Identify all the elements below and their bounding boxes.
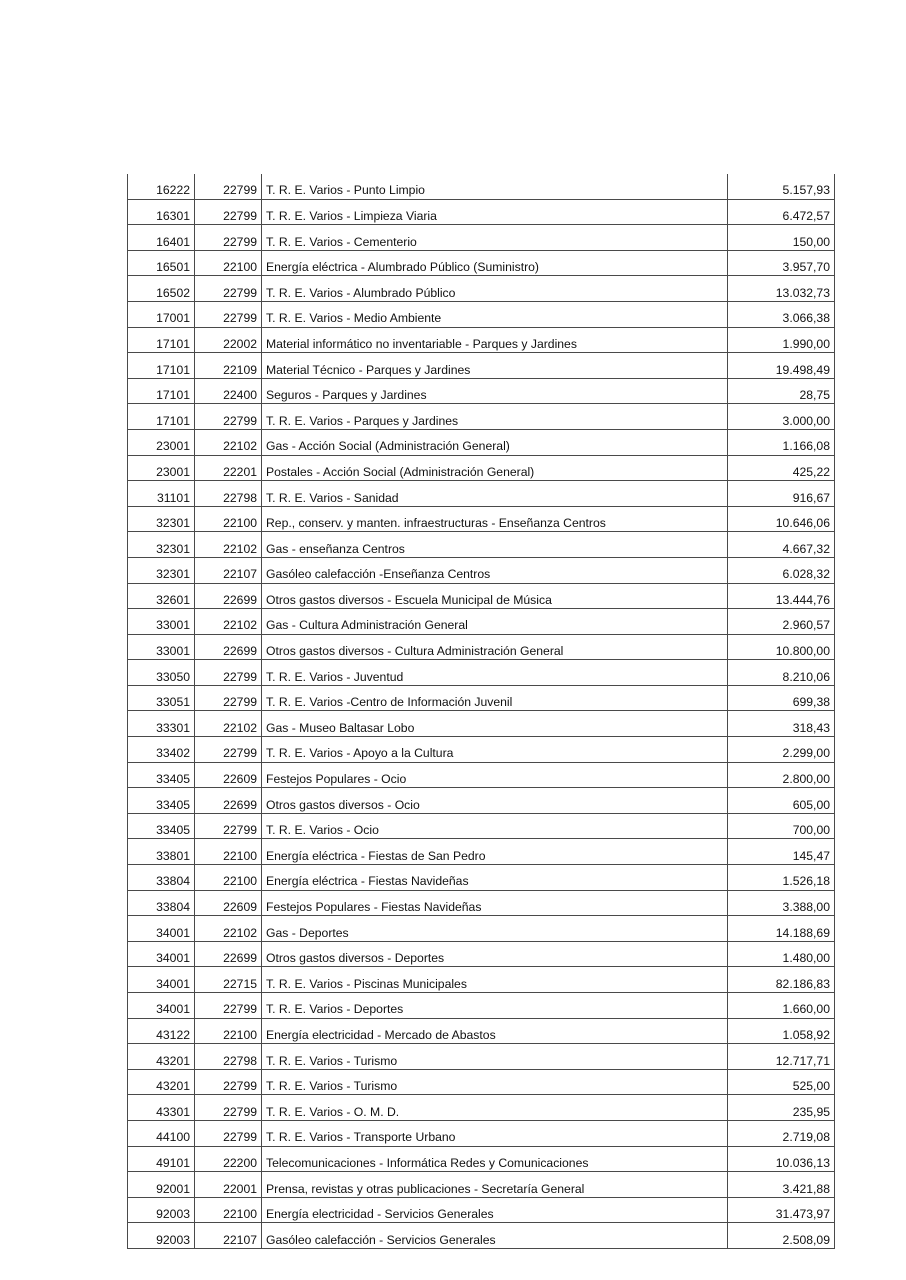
table-row — [128, 890, 835, 916]
table-row — [128, 250, 835, 276]
economic-code-cell: 22107 — [195, 557, 262, 583]
amount-cell: 10.800,00 — [728, 634, 835, 660]
amount-cell: 150,00 — [728, 225, 835, 251]
program-code-cell: 33001 — [128, 609, 195, 635]
program-code-cell: 31101 — [128, 481, 195, 507]
program-code-cell: 43301 — [128, 1095, 195, 1121]
economic-code-cell: 22100 — [195, 1018, 262, 1044]
expense-table-body — [128, 174, 835, 1248]
table-row — [128, 737, 835, 763]
economic-code-cell: 22799 — [195, 276, 262, 302]
economic-code-cell: 22799 — [195, 813, 262, 839]
economic-code-cell: 22102 — [195, 532, 262, 558]
economic-code-cell: 22002 — [195, 327, 262, 353]
amount-cell: 5.157,93 — [728, 174, 835, 199]
description-cell: Material informático no inventariable - Parques y Jardines — [262, 327, 728, 353]
program-code-cell: 33804 — [128, 890, 195, 916]
table-row — [128, 634, 835, 660]
table-row — [128, 455, 835, 481]
table-row — [128, 941, 835, 967]
description-cell: T. R. E. Varios - Limpieza Viaria — [262, 199, 728, 225]
table-row — [128, 199, 835, 225]
economic-code-cell: 22799 — [195, 174, 262, 199]
economic-code-cell: 22799 — [195, 993, 262, 1019]
program-code-cell: 33801 — [128, 839, 195, 865]
amount-cell: 3.421,88 — [728, 1172, 835, 1198]
program-code-cell: 92003 — [128, 1223, 195, 1249]
table-row — [128, 916, 835, 942]
description-cell: Otros gastos diversos - Ocio — [262, 788, 728, 814]
table-row — [128, 967, 835, 993]
amount-cell: 3.000,00 — [728, 404, 835, 430]
table-row — [128, 532, 835, 558]
program-code-cell: 16222 — [128, 174, 195, 199]
program-code-cell: 23001 — [128, 429, 195, 455]
table-row — [128, 1069, 835, 1095]
table-row — [128, 276, 835, 302]
amount-cell: 145,47 — [728, 839, 835, 865]
amount-cell: 235,95 — [728, 1095, 835, 1121]
program-code-cell: 33051 — [128, 685, 195, 711]
amount-cell: 605,00 — [728, 788, 835, 814]
program-code-cell: 32301 — [128, 532, 195, 558]
amount-cell: 525,00 — [728, 1069, 835, 1095]
description-cell: Rep., conserv. y manten. infraestructuras - Enseñanza Centros — [262, 506, 728, 532]
economic-code-cell: 22699 — [195, 634, 262, 660]
description-cell: T. R. E. Varios - Alumbrado Público — [262, 276, 728, 302]
table-row — [128, 301, 835, 327]
program-code-cell: 17001 — [128, 301, 195, 327]
economic-code-cell: 22201 — [195, 455, 262, 481]
description-cell: Energía electricidad - Mercado de Abastos — [262, 1018, 728, 1044]
table-row — [128, 327, 835, 353]
table-row — [128, 429, 835, 455]
economic-code-cell: 22200 — [195, 1146, 262, 1172]
program-code-cell: 32301 — [128, 506, 195, 532]
table-row — [128, 685, 835, 711]
program-code-cell: 16501 — [128, 250, 195, 276]
amount-cell: 13.032,73 — [728, 276, 835, 302]
program-code-cell: 43201 — [128, 1069, 195, 1095]
economic-code-cell: 22799 — [195, 685, 262, 711]
description-cell: T. R. E. Varios - Turismo — [262, 1069, 728, 1095]
economic-code-cell: 22100 — [195, 839, 262, 865]
economic-code-cell: 22799 — [195, 199, 262, 225]
description-cell: T. R. E. Varios - Transporte Urbano — [262, 1120, 728, 1146]
table-row — [128, 481, 835, 507]
table-row — [128, 1172, 835, 1198]
economic-code-cell: 22799 — [195, 1095, 262, 1121]
economic-code-cell: 22799 — [195, 737, 262, 763]
description-cell: Festejos Populares - Fiestas Navideñas — [262, 890, 728, 916]
program-code-cell: 17101 — [128, 378, 195, 404]
amount-cell: 31.473,97 — [728, 1197, 835, 1223]
economic-code-cell: 22102 — [195, 429, 262, 455]
table-row — [128, 609, 835, 635]
amount-cell: 1.058,92 — [728, 1018, 835, 1044]
description-cell: Energía eléctrica - Alumbrado Público (Suministro) — [262, 250, 728, 276]
table-row — [128, 839, 835, 865]
program-code-cell: 33405 — [128, 762, 195, 788]
amount-cell: 2.508,09 — [728, 1223, 835, 1249]
amount-cell: 13.444,76 — [728, 583, 835, 609]
program-code-cell: 43122 — [128, 1018, 195, 1044]
description-cell: Telecomunicaciones - Informática Redes y Comunicaciones — [262, 1146, 728, 1172]
economic-code-cell: 22699 — [195, 583, 262, 609]
program-code-cell: 17101 — [128, 353, 195, 379]
description-cell: T. R. E. Varios -Centro de Información Juvenil — [262, 685, 728, 711]
economic-code-cell: 22100 — [195, 506, 262, 532]
table-row — [128, 788, 835, 814]
program-code-cell: 34001 — [128, 967, 195, 993]
program-code-cell: 33050 — [128, 660, 195, 686]
description-cell: Gasóleo calefacción - Servicios Generales — [262, 1223, 728, 1249]
table-row — [128, 1223, 835, 1249]
table-row — [128, 1044, 835, 1070]
economic-code-cell: 22799 — [195, 225, 262, 251]
table-row — [128, 378, 835, 404]
economic-code-cell: 22100 — [195, 1197, 262, 1223]
table-row — [128, 506, 835, 532]
program-code-cell: 16401 — [128, 225, 195, 251]
economic-code-cell: 22400 — [195, 378, 262, 404]
economic-code-cell: 22799 — [195, 301, 262, 327]
description-cell: Gas - enseñanza Centros — [262, 532, 728, 558]
description-cell: Gasóleo calefacción -Enseñanza Centros — [262, 557, 728, 583]
table-row — [128, 1018, 835, 1044]
amount-cell: 10.646,06 — [728, 506, 835, 532]
economic-code-cell: 22001 — [195, 1172, 262, 1198]
table-row — [128, 557, 835, 583]
description-cell: T. R. E. Varios - Punto Limpio — [262, 174, 728, 199]
amount-cell: 1.990,00 — [728, 327, 835, 353]
description-cell: T. R. E. Varios - Ocio — [262, 813, 728, 839]
amount-cell: 2.299,00 — [728, 737, 835, 763]
program-code-cell: 17101 — [128, 327, 195, 353]
economic-code-cell: 22102 — [195, 916, 262, 942]
program-code-cell: 17101 — [128, 404, 195, 430]
program-code-cell: 44100 — [128, 1120, 195, 1146]
amount-cell: 6.028,32 — [728, 557, 835, 583]
amount-cell: 425,22 — [728, 455, 835, 481]
amount-cell: 1.660,00 — [728, 993, 835, 1019]
description-cell: T. R. E. Varios - Turismo — [262, 1044, 728, 1070]
amount-cell: 2.719,08 — [728, 1120, 835, 1146]
program-code-cell: 34001 — [128, 993, 195, 1019]
description-cell: T. R. E. Varios - Piscinas Municipales — [262, 967, 728, 993]
table-row — [128, 762, 835, 788]
description-cell: Gas - Museo Baltasar Lobo — [262, 711, 728, 737]
table-row — [128, 711, 835, 737]
description-cell: Festejos Populares - Ocio — [262, 762, 728, 788]
amount-cell: 1.480,00 — [728, 941, 835, 967]
program-code-cell: 32301 — [128, 557, 195, 583]
amount-cell: 1.166,08 — [728, 429, 835, 455]
program-code-cell: 33301 — [128, 711, 195, 737]
description-cell: T. R. E. Varios - Medio Ambiente — [262, 301, 728, 327]
description-cell: T. R. E. Varios - Deportes — [262, 993, 728, 1019]
description-cell: Seguros - Parques y Jardines — [262, 378, 728, 404]
description-cell: T. R. E. Varios - Sanidad — [262, 481, 728, 507]
economic-code-cell: 22799 — [195, 660, 262, 686]
amount-cell: 700,00 — [728, 813, 835, 839]
amount-cell: 12.717,71 — [728, 1044, 835, 1070]
description-cell: Energía eléctrica - Fiestas Navideñas — [262, 865, 728, 891]
economic-code-cell: 22100 — [195, 250, 262, 276]
amount-cell: 2.800,00 — [728, 762, 835, 788]
program-code-cell: 49101 — [128, 1146, 195, 1172]
description-cell: Otros gastos diversos - Deportes — [262, 941, 728, 967]
program-code-cell: 16301 — [128, 199, 195, 225]
amount-cell: 3.066,38 — [728, 301, 835, 327]
amount-cell: 318,43 — [728, 711, 835, 737]
table-row — [128, 993, 835, 1019]
economic-code-cell: 22715 — [195, 967, 262, 993]
description-cell: Energía electricidad - Servicios Generales — [262, 1197, 728, 1223]
amount-cell: 699,38 — [728, 685, 835, 711]
economic-code-cell: 22102 — [195, 609, 262, 635]
economic-code-cell: 22799 — [195, 1069, 262, 1095]
description-cell: Otros gastos diversos - Cultura Administración General — [262, 634, 728, 660]
table-row — [128, 1197, 835, 1223]
program-code-cell: 43201 — [128, 1044, 195, 1070]
amount-cell: 8.210,06 — [728, 660, 835, 686]
table-row — [128, 1095, 835, 1121]
description-cell: Gas - Deportes — [262, 916, 728, 942]
amount-cell: 82.186,83 — [728, 967, 835, 993]
program-code-cell: 34001 — [128, 941, 195, 967]
economic-code-cell: 22107 — [195, 1223, 262, 1249]
economic-code-cell: 22609 — [195, 762, 262, 788]
table-row — [128, 813, 835, 839]
economic-code-cell: 22100 — [195, 865, 262, 891]
amount-cell: 4.667,32 — [728, 532, 835, 558]
program-code-cell: 33405 — [128, 813, 195, 839]
table-row — [128, 583, 835, 609]
table-row — [128, 865, 835, 891]
description-cell: T. R. E. Varios - Parques y Jardines — [262, 404, 728, 430]
economic-code-cell: 22798 — [195, 1044, 262, 1070]
amount-cell: 3.957,70 — [728, 250, 835, 276]
economic-code-cell: 22699 — [195, 788, 262, 814]
economic-code-cell: 22799 — [195, 1120, 262, 1146]
program-code-cell: 33804 — [128, 865, 195, 891]
amount-cell: 1.526,18 — [728, 865, 835, 891]
amount-cell: 3.388,00 — [728, 890, 835, 916]
economic-code-cell: 22102 — [195, 711, 262, 737]
description-cell: Energía eléctrica - Fiestas de San Pedro — [262, 839, 728, 865]
table-row — [128, 225, 835, 251]
description-cell: Postales - Acción Social (Administración General) — [262, 455, 728, 481]
program-code-cell: 32601 — [128, 583, 195, 609]
amount-cell: 6.472,57 — [728, 199, 835, 225]
economic-code-cell: 22609 — [195, 890, 262, 916]
program-code-cell: 92003 — [128, 1197, 195, 1223]
amount-cell: 10.036,13 — [728, 1146, 835, 1172]
economic-code-cell: 22799 — [195, 404, 262, 430]
description-cell: Prensa, revistas y otras publicaciones - Secretaría General — [262, 1172, 728, 1198]
table-row — [128, 404, 835, 430]
description-cell: T. R. E. Varios - Juventud — [262, 660, 728, 686]
table-row — [128, 660, 835, 686]
program-code-cell: 34001 — [128, 916, 195, 942]
economic-code-cell: 22798 — [195, 481, 262, 507]
program-code-cell: 23001 — [128, 455, 195, 481]
table-row — [128, 174, 835, 199]
table-row — [128, 1120, 835, 1146]
amount-cell: 28,75 — [728, 378, 835, 404]
description-cell: Material Técnico - Parques y Jardines — [262, 353, 728, 379]
table-row — [128, 353, 835, 379]
description-cell: Gas - Cultura Administración General — [262, 609, 728, 635]
program-code-cell: 92001 — [128, 1172, 195, 1198]
economic-code-cell: 22699 — [195, 941, 262, 967]
description-cell: Otros gastos diversos - Escuela Municipal de Música — [262, 583, 728, 609]
amount-cell: 14.188,69 — [728, 916, 835, 942]
description-cell: T. R. E. Varios - Cementerio — [262, 225, 728, 251]
description-cell: Gas - Acción Social (Administración General) — [262, 429, 728, 455]
program-code-cell: 33001 — [128, 634, 195, 660]
expense-table — [127, 174, 835, 1249]
program-code-cell: 33405 — [128, 788, 195, 814]
economic-code-cell: 22109 — [195, 353, 262, 379]
description-cell: T. R. E. Varios - O. M. D. — [262, 1095, 728, 1121]
program-code-cell: 33402 — [128, 737, 195, 763]
amount-cell: 19.498,49 — [728, 353, 835, 379]
amount-cell: 916,67 — [728, 481, 835, 507]
amount-cell: 2.960,57 — [728, 609, 835, 635]
description-cell: T. R. E. Varios - Apoyo a la Cultura — [262, 737, 728, 763]
table-row — [128, 1146, 835, 1172]
program-code-cell: 16502 — [128, 276, 195, 302]
